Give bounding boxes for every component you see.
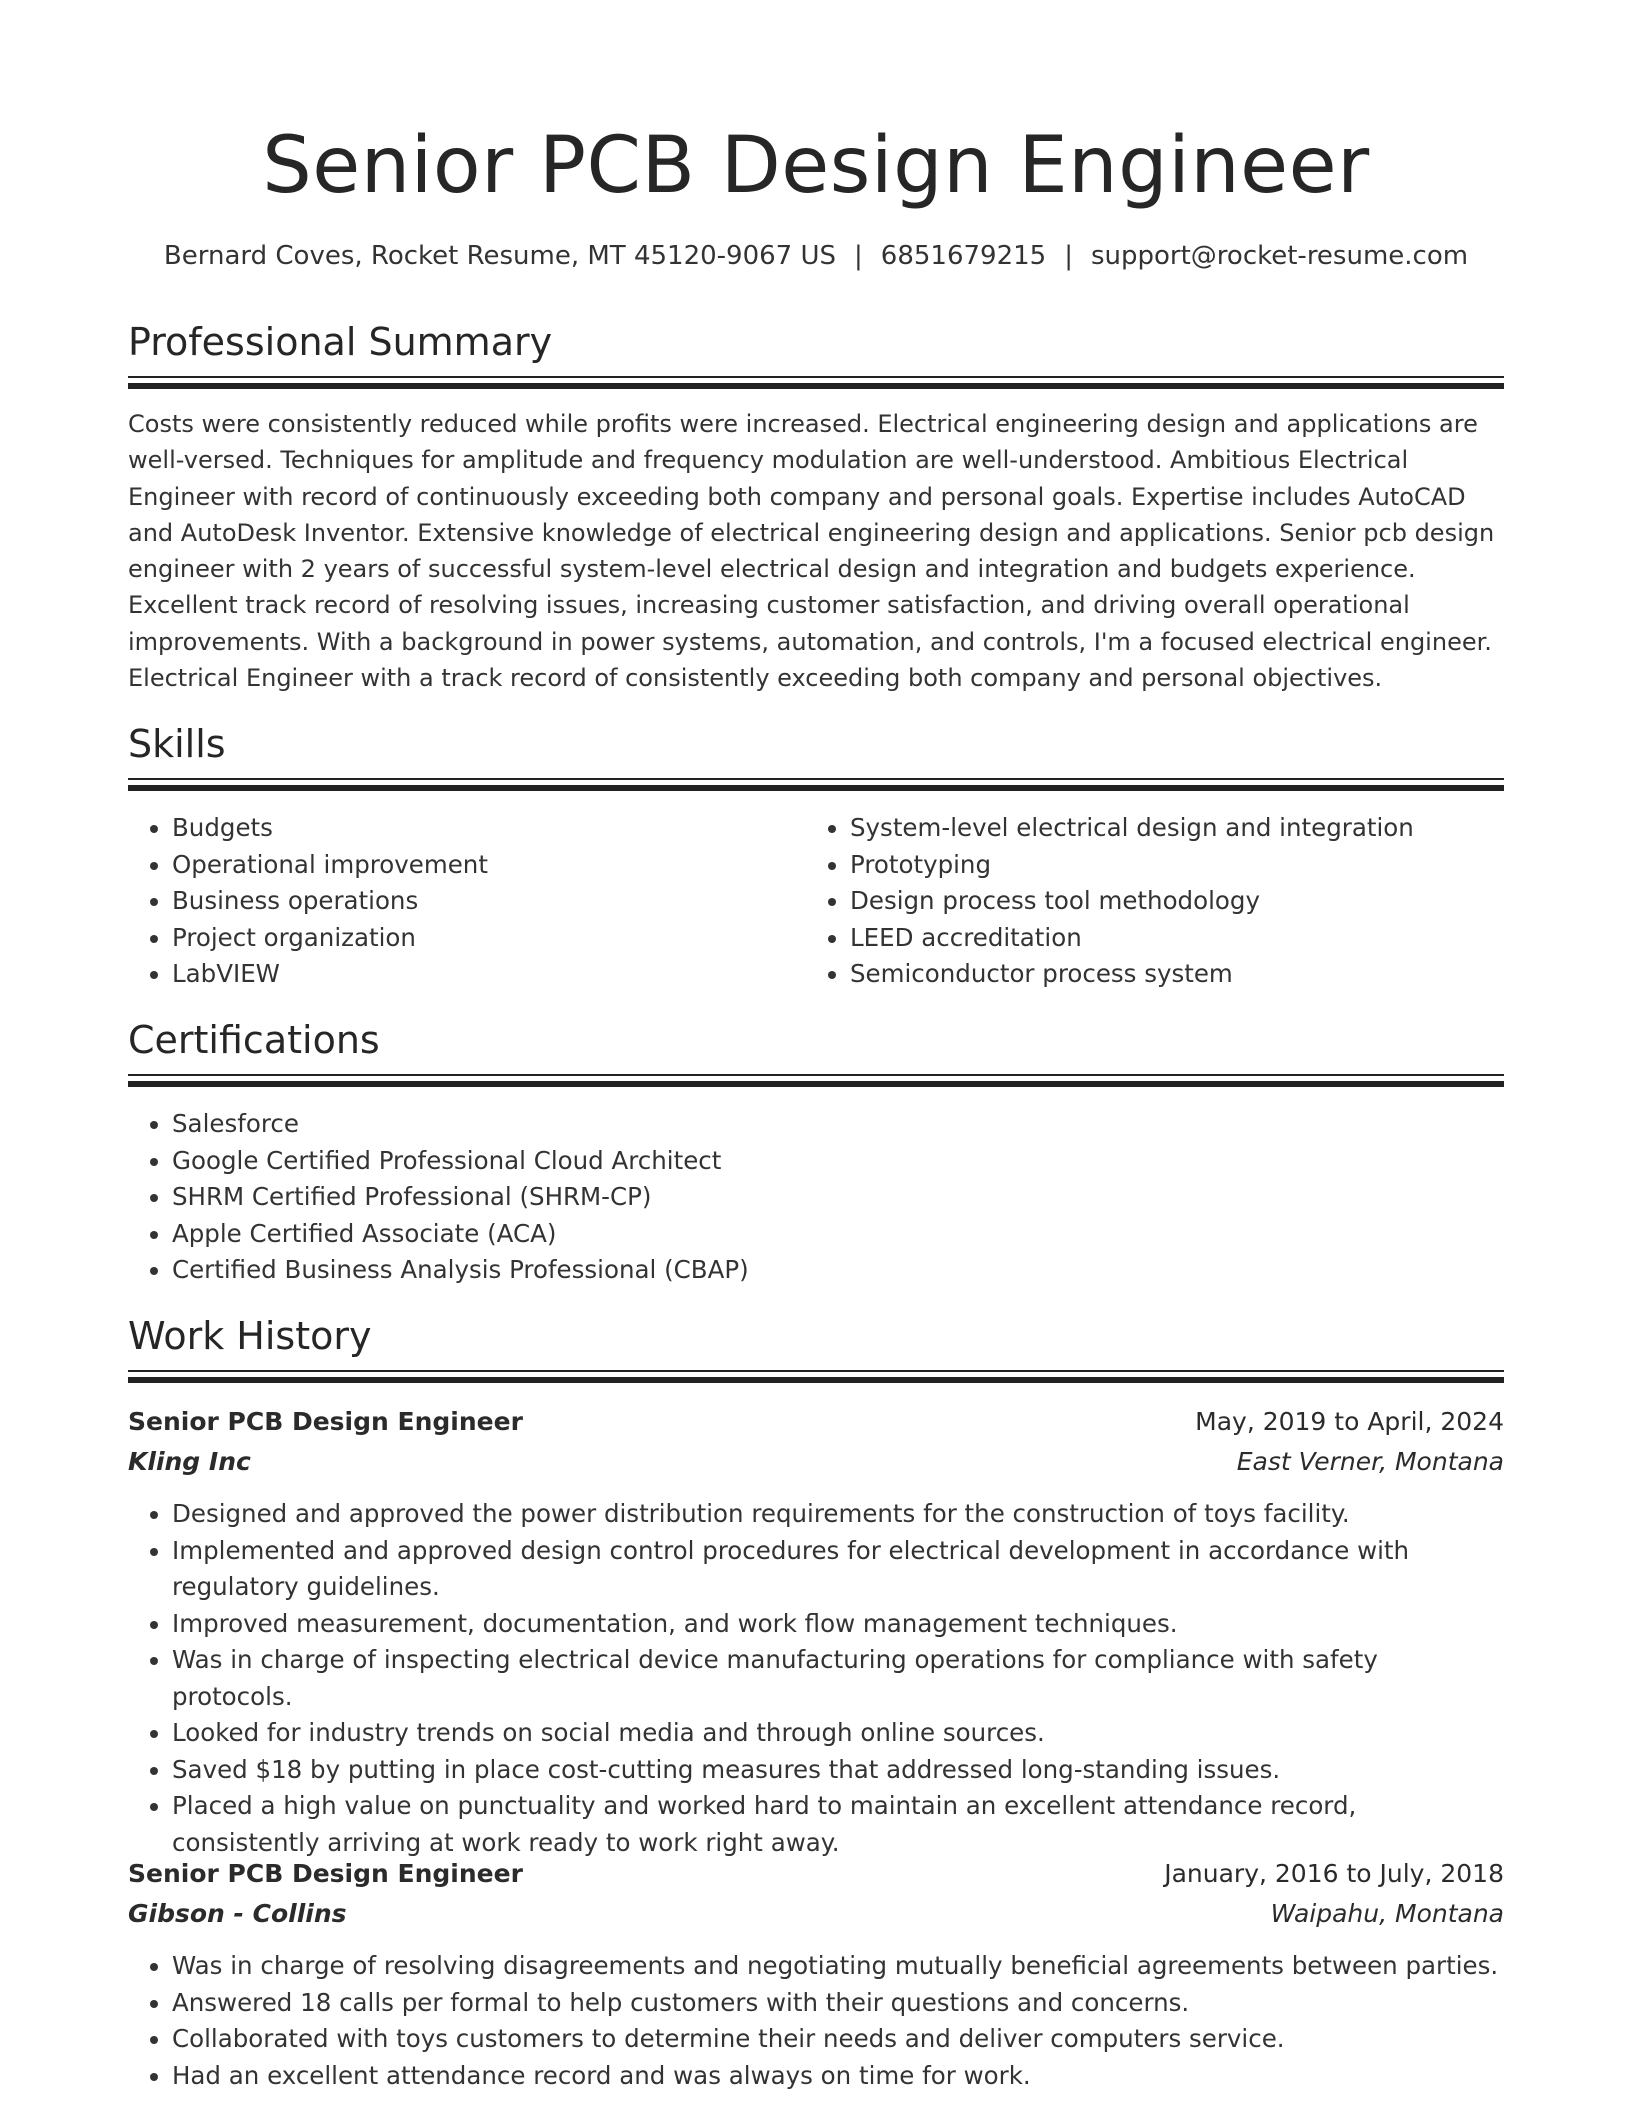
contact-address: Bernard Coves, Rocket Resume, MT 45120-9067 US [163, 241, 837, 271]
contact-separator: | [1064, 241, 1073, 271]
list-item: • Business operations [172, 883, 808, 920]
list-item: • Budgets [172, 810, 808, 847]
job-bullets [128, 1496, 1504, 1861]
list-item: • Implemented and approved design control procedures for electrical development in accordance with regulatory guidelines. [172, 1533, 1504, 1606]
job-bullets [128, 1948, 1504, 2094]
list-item: • Designed and approved the power distribution requirements for the construction of toys facility. [172, 1496, 1504, 1533]
list-item: • Certified Business Analysis Professional (CBAP) [172, 1252, 1504, 1289]
certifications-heading: Certifications [128, 1018, 380, 1062]
list-item: • System-level electrical design and integration [850, 810, 1504, 847]
list-item: • Design process tool methodology [850, 883, 1504, 920]
list-item: • SHRM Certified Professional (SHRM-CP) [172, 1179, 1504, 1216]
page-title: Senior PCB Design Engineer [262, 121, 1370, 211]
contact-phone: 6851679215 [880, 241, 1047, 271]
work-history-heading: Work History [128, 1314, 372, 1358]
list-item: • Was in charge of resolving disagreements and negotiating mutually beneficial agreements between parties. [172, 1948, 1504, 1985]
skills-left-column [128, 810, 808, 993]
list-item: • Placed a high value on punctuality and worked hard to maintain an excellent attendance record, consistently arriving at work ready to work right away. [172, 1788, 1504, 1861]
list-item: • Had an excellent attendance record and was always on time for work. [172, 2058, 1504, 2095]
list-item: • Apple Certified Associate (ACA) [172, 1216, 1504, 1253]
job-title: Senior PCB Design Engineer [128, 1407, 523, 1436]
skills-heading: Skills [128, 722, 226, 766]
job-location: East Verner, Montana [1236, 1447, 1504, 1476]
job-title: Senior PCB Design Engineer [128, 1859, 523, 1888]
certifications-block [128, 1106, 1504, 1289]
job-company: Gibson - Collins [128, 1899, 347, 1928]
list-item: • Improved measurement, documentation, and work flow management techniques. [172, 1606, 1504, 1643]
job-dates: January, 2016 to July, 2018 [1164, 1859, 1504, 1888]
skills-right-column [806, 810, 1504, 993]
job-bullets-block [128, 1948, 1504, 2094]
section-divider [128, 1370, 1504, 1384]
certifications-list [128, 1106, 1504, 1289]
contact-line [128, 238, 1504, 274]
list-item: • Salesforce [172, 1106, 1504, 1143]
job-company: Kling Inc [128, 1447, 251, 1476]
contact-email: support@rocket-resume.com [1090, 241, 1469, 271]
list-item: • Collaborated with toys customers to determine their needs and deliver computers service. [172, 2021, 1504, 2058]
skills-list-left [128, 810, 808, 993]
list-item: • LEED accreditation [850, 920, 1504, 957]
contact-separator: | [854, 241, 863, 271]
list-item: • Answered 18 calls per formal to help customers with their questions and concerns. [172, 1985, 1504, 2022]
section-divider [128, 778, 1504, 792]
summary-heading: Professional Summary [128, 320, 553, 364]
job-dates: May, 2019 to April, 2024 [1195, 1407, 1504, 1436]
list-item: • Semiconductor process system [850, 956, 1504, 993]
job-location: Waipahu, Montana [1270, 1899, 1504, 1928]
list-item: • Google Certified Professional Cloud Architect [172, 1143, 1504, 1180]
list-item: • Operational improvement [172, 847, 808, 884]
list-item: • Was in charge of inspecting electrical device manufacturing operations for compliance with safety protocols. [172, 1642, 1504, 1715]
list-item: • Prototyping [850, 847, 1504, 884]
summary-text: Costs were consistently reduced while profits were increased. Electrical engineering design and applications are well-versed. Techniques for amplitude and frequency modulation are well-understood. Ambitious Electrical Engineer with record of continuously exceeding both company and personal goals. Expertise includes AutoCAD and AutoDesk Inventor. Extensive knowledge of electrical engineering design and applications. Senior pcb design engineer with 2 years of successful system-level electrical design and integration and budgets experience. Excellent track record of resolving issues, increasing customer satisfaction, and driving overall operational improvements. With a background in power systems, automation, and controls, I'm a focused electrical engineer. Electrical Engineer with a track record of consistently exceeding both company and personal objectives. [128, 410, 1495, 693]
section-divider [128, 1074, 1504, 1088]
skills-list-right [806, 810, 1504, 993]
list-item: • Saved $18 by putting in place cost-cutting measures that addressed long-standing issues. [172, 1752, 1504, 1789]
job-bullets-block [128, 1496, 1504, 1861]
section-divider [128, 376, 1504, 390]
list-item: • Looked for industry trends on social media and through online sources. [172, 1715, 1504, 1752]
list-item: • Project organization [172, 920, 808, 957]
list-item: • LabVIEW [172, 956, 808, 993]
